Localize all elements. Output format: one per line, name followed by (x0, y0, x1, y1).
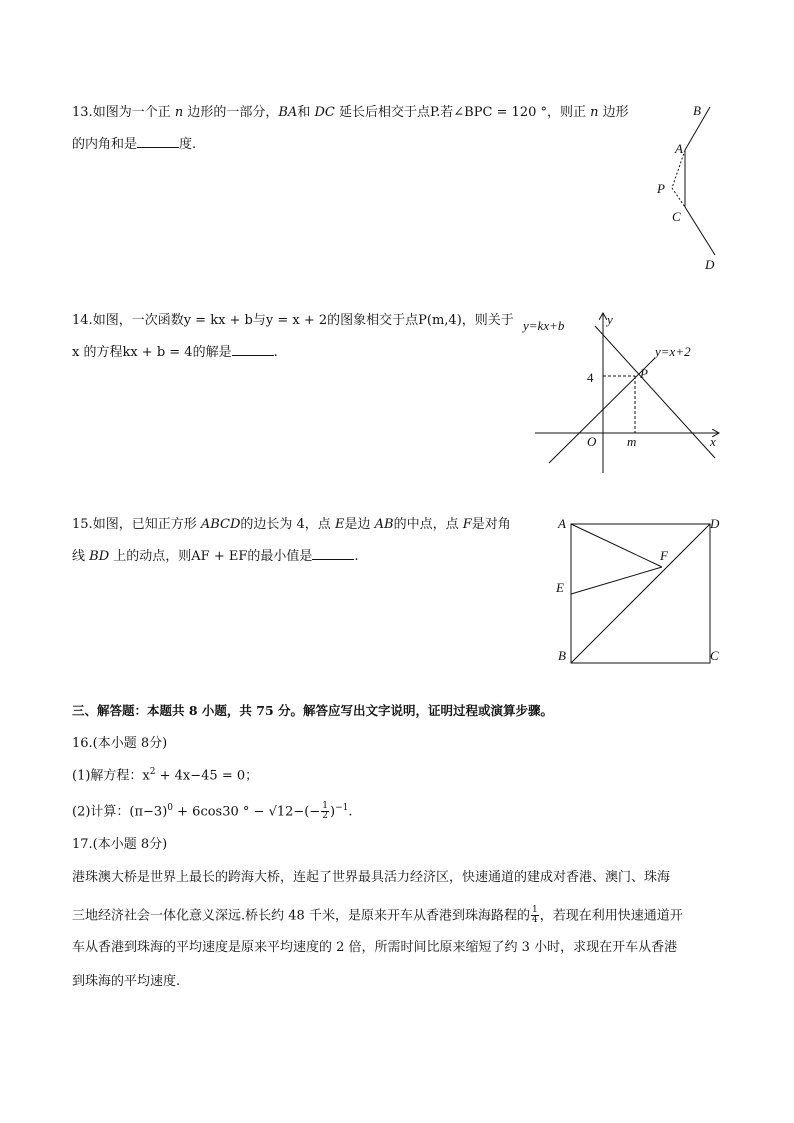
q15-text: 的边长为 4，点 (240, 517, 331, 532)
q13-text: 度. (179, 137, 197, 152)
q15-var: BD (89, 549, 110, 564)
q15-line1 (72, 518, 511, 531)
label-origin: O (587, 434, 597, 449)
answer-blank[interactable] (312, 549, 354, 560)
label-c: C (710, 648, 719, 663)
q15-text: 是边 (344, 517, 371, 532)
q16-text: −(− (293, 804, 321, 820)
q14-text: . (273, 345, 278, 360)
q16-text: + 6cos30 ° − (173, 804, 269, 820)
q13-var-n: n (590, 105, 599, 120)
answer-blank[interactable] (137, 137, 179, 148)
label-e: E (556, 580, 564, 595)
label-f: F (660, 548, 668, 563)
q14-text: x 的方程kx + b = 4的解是 (72, 345, 232, 360)
label-y-tick: 4 (587, 370, 594, 385)
q16-exponent: 0 (167, 803, 174, 814)
q13-text: 如图为一个正 (92, 105, 171, 120)
q13-text: 延长后相交于点P.若∠BPC = 120 °，则正 (339, 105, 586, 120)
q15-text: . (354, 549, 359, 564)
q13-line1 (72, 106, 629, 119)
line-cd (685, 207, 715, 255)
fraction-numerator: 1 (322, 801, 328, 811)
q17-line4: 到珠海的平均速度. (72, 974, 181, 989)
q15-var: ABCD (200, 517, 241, 532)
q13-var-dc: DC (314, 105, 335, 120)
q16-text: . (348, 804, 353, 820)
dash-pc (672, 188, 685, 207)
section-heading: 三、解答题：本题共 8 小题，共 75 分。解答应写出文字说明，证明过程或演算步骤。 (72, 703, 554, 718)
label-line2: y=x+2 (655, 344, 691, 359)
label-c: C (672, 209, 681, 224)
q17-line1: 港珠澳大桥是世界上最长的跨海大桥，连起了世界最具活力经济区，快速通道的建成对香港、澳门、珠海 (72, 870, 671, 885)
q16-text: (2)计算：(π−3) (72, 804, 168, 820)
label-p: P (657, 181, 665, 196)
q15-var: E (334, 517, 345, 532)
q17-text: ，若现在利用快速通道开 (539, 908, 683, 924)
q14-graph (515, 308, 730, 478)
q13-text: 和 (297, 105, 311, 120)
q13-var-ba: BA (278, 105, 298, 120)
q16-sqrt: √12 (268, 804, 294, 820)
q13-line2 (72, 137, 196, 151)
fraction-numerator: 1 (531, 905, 538, 915)
segment-ef (571, 567, 662, 594)
q15-figure (550, 510, 730, 665)
label-y-axis: y (607, 312, 613, 327)
fraction-denominator: 2 (322, 811, 328, 822)
q14-number: 14. (72, 313, 93, 328)
q17-line3: 车从香港到珠海的平均速度是原来平均速度的 2 倍，所需时间比原来缩短了约 3 小时，求现在开车从香港 (72, 940, 678, 955)
q16-exponent: −1 (335, 803, 349, 814)
diagonal-bd (571, 524, 710, 663)
q14-line2 (72, 345, 278, 359)
q13-number: 13. (72, 105, 93, 120)
q16-text: (1)解方程： (72, 768, 143, 784)
q13-text: 边形 (602, 105, 629, 120)
q15-text: 上的动点，则AF + EF的最小值是 (113, 549, 313, 564)
q16-text: ) (329, 804, 336, 820)
q13-var-n: n (174, 105, 184, 120)
q15-line2 (72, 549, 359, 563)
q16-text: x (142, 768, 150, 784)
q14-line1 (72, 314, 514, 327)
label-a: A (558, 516, 566, 531)
label-x-tick: m (627, 434, 637, 449)
q15-var: AB (374, 517, 394, 532)
label-line1: y=kx+b (523, 318, 565, 333)
label-b: B (558, 648, 566, 663)
q16-title: 16.(本小题 8分) (72, 736, 168, 751)
fraction-denominator: 4 (531, 915, 538, 926)
q17-fraction (531, 906, 539, 926)
q17-title: 17.(本小题 8分) (72, 837, 168, 852)
label-a: A (675, 141, 683, 156)
q16-exponent: 2 (149, 767, 156, 777)
q15-text: 的中点，点 (393, 517, 459, 532)
q15-var: F (462, 517, 472, 532)
q15-text: 如图，已知正方形 (92, 517, 197, 532)
q17-line2 (72, 906, 683, 926)
label-x-axis: x (710, 434, 716, 449)
label-point-p: P (640, 366, 648, 381)
q15-number: 15. (72, 517, 93, 532)
q13-text: 的内角和是 (72, 137, 138, 152)
label-d: D (710, 516, 720, 531)
q14-text: 如图，一次函数y = kx + b与y = x + 2的图象相交于点P(m,4)，则关于 (92, 313, 514, 328)
q16-part1 (72, 768, 258, 782)
q13-figure (640, 95, 730, 275)
q16-fraction (321, 802, 329, 822)
q13-text: 边形的一部分， (187, 105, 279, 120)
answer-blank[interactable] (232, 345, 274, 356)
q15-text: 是对角 (471, 517, 511, 532)
label-d: D (705, 257, 715, 272)
q16-text: + 4x−45 = 0； (155, 768, 259, 784)
segment-af (571, 524, 662, 567)
label-b: B (693, 103, 701, 118)
q16-part2 (72, 802, 352, 822)
q15-text: 线 (72, 549, 86, 564)
q17-text: 三地经济社会一体化意义深远.桥长约 48 千米，是原来开车从香港到珠海路程的 (72, 908, 530, 924)
